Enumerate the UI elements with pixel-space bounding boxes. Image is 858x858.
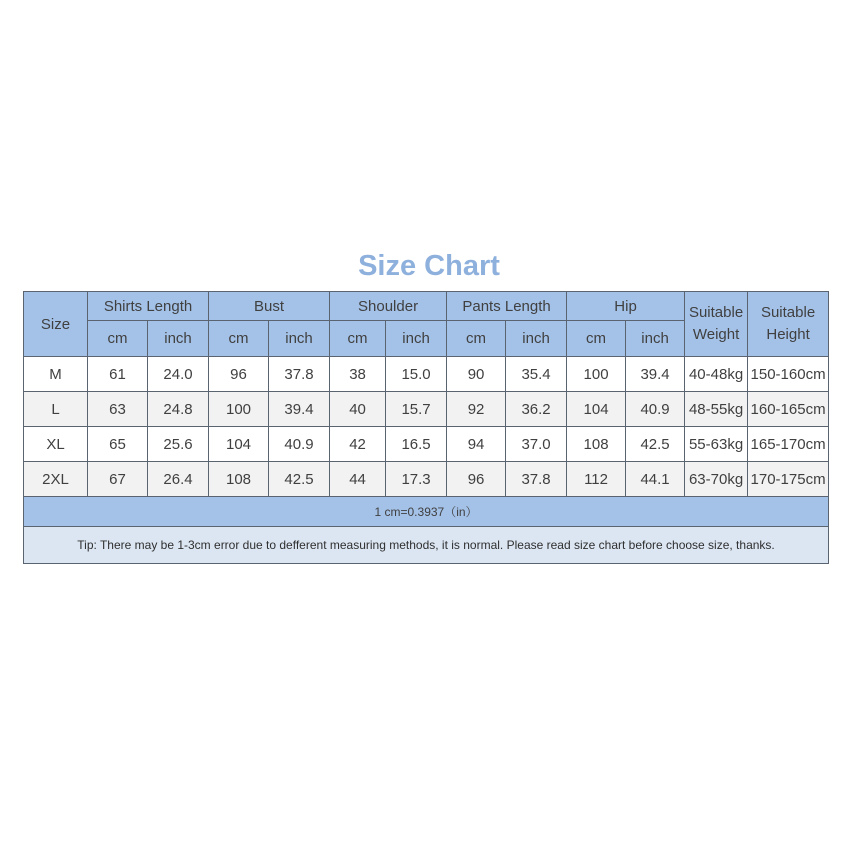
suitable-height-header xyxy=(748,292,829,357)
size-cell: M xyxy=(24,357,88,392)
table-cell: 96 xyxy=(447,462,506,497)
weight-cell: 48-55kg xyxy=(685,392,748,427)
table-cell: 25.6 xyxy=(148,427,209,462)
unit-header-inch: inch xyxy=(148,321,209,357)
table-cell: 65 xyxy=(88,427,148,462)
table-cell: 39.4 xyxy=(269,392,330,427)
table-cell: 40 xyxy=(330,392,386,427)
table-cell: 42 xyxy=(330,427,386,462)
header-row-groups xyxy=(24,292,829,321)
table-cell: 39.4 xyxy=(626,357,685,392)
suitable-weight-line2: Weight xyxy=(692,326,740,343)
unit-header-inch: inch xyxy=(269,321,330,357)
height-cell: 160-165cm xyxy=(748,392,829,427)
size-header: Size xyxy=(24,292,88,357)
table-cell: 36.2 xyxy=(506,392,567,427)
table-cell: 94 xyxy=(447,427,506,462)
table-cell: 108 xyxy=(567,427,626,462)
table-cell: 24.0 xyxy=(148,357,209,392)
page-title: Size Chart xyxy=(358,250,500,282)
table-row xyxy=(24,357,829,392)
weight-cell: 63-70kg xyxy=(685,462,748,497)
table-cell: 38 xyxy=(330,357,386,392)
table-cell: 44 xyxy=(330,462,386,497)
table-row xyxy=(24,427,829,462)
table-cell: 63 xyxy=(88,392,148,427)
height-cell: 170-175cm xyxy=(748,462,829,497)
group-header-shoulder: Shoulder xyxy=(330,292,447,321)
table-cell: 96 xyxy=(209,357,269,392)
table-cell: 40.9 xyxy=(626,392,685,427)
unit-header-inch: inch xyxy=(626,321,685,357)
table-cell: 24.8 xyxy=(148,392,209,427)
tip-note: Tip: There may be 1-3cm error due to defferent measuring methods, it is normal. Please read size chart before choose size, thanks. xyxy=(24,527,829,564)
unit-header-cm: cm xyxy=(88,321,148,357)
table-cell: 35.4 xyxy=(506,357,567,392)
table-cell: 108 xyxy=(209,462,269,497)
unit-header-inch: inch xyxy=(386,321,447,357)
table-cell: 90 xyxy=(447,357,506,392)
table-cell: 37.8 xyxy=(506,462,567,497)
size-cell: L xyxy=(24,392,88,427)
table-cell: 37.0 xyxy=(506,427,567,462)
size-chart-table xyxy=(23,291,829,564)
size-cell: 2XL xyxy=(24,462,88,497)
table-cell: 92 xyxy=(447,392,506,427)
suitable-weight-header xyxy=(685,292,748,357)
table-cell: 100 xyxy=(567,357,626,392)
table-cell: 26.4 xyxy=(148,462,209,497)
table-cell: 61 xyxy=(88,357,148,392)
height-cell: 165-170cm xyxy=(748,427,829,462)
table-cell: 67 xyxy=(88,462,148,497)
size-cell: XL xyxy=(24,427,88,462)
unit-header-inch: inch xyxy=(506,321,567,357)
table-row xyxy=(24,392,829,427)
table-cell: 17.3 xyxy=(386,462,447,497)
suitable-height-line2: Height xyxy=(766,326,810,343)
unit-header-cm: cm xyxy=(209,321,269,357)
weight-cell: 55-63kg xyxy=(685,427,748,462)
height-cell: 150-160cm xyxy=(748,357,829,392)
table-cell: 16.5 xyxy=(386,427,447,462)
table-cell: 15.0 xyxy=(386,357,447,392)
table-cell: 44.1 xyxy=(626,462,685,497)
table-cell: 42.5 xyxy=(269,462,330,497)
group-header-shirts-length: Shirts Length xyxy=(88,292,209,321)
table-cell: 100 xyxy=(209,392,269,427)
suitable-height-line1: Suitable xyxy=(760,304,816,321)
table-row xyxy=(24,462,829,497)
table-cell: 112 xyxy=(567,462,626,497)
tip-row xyxy=(24,527,829,564)
table-cell: 37.8 xyxy=(269,357,330,392)
table-cell: 40.9 xyxy=(269,427,330,462)
table-cell: 104 xyxy=(567,392,626,427)
weight-cell: 40-48kg xyxy=(685,357,748,392)
group-header-hip: Hip xyxy=(567,292,685,321)
table-cell: 15.7 xyxy=(386,392,447,427)
conversion-note: 1 cm=0.3937（in） xyxy=(24,497,829,527)
unit-header-cm: cm xyxy=(447,321,506,357)
suitable-weight-line1: Suitable xyxy=(688,304,744,321)
table-cell: 104 xyxy=(209,427,269,462)
group-header-bust: Bust xyxy=(209,292,330,321)
conversion-row xyxy=(24,497,829,527)
unit-header-cm: cm xyxy=(330,321,386,357)
unit-header-cm: cm xyxy=(567,321,626,357)
group-header-pants-length: Pants Length xyxy=(447,292,567,321)
table-cell: 42.5 xyxy=(626,427,685,462)
